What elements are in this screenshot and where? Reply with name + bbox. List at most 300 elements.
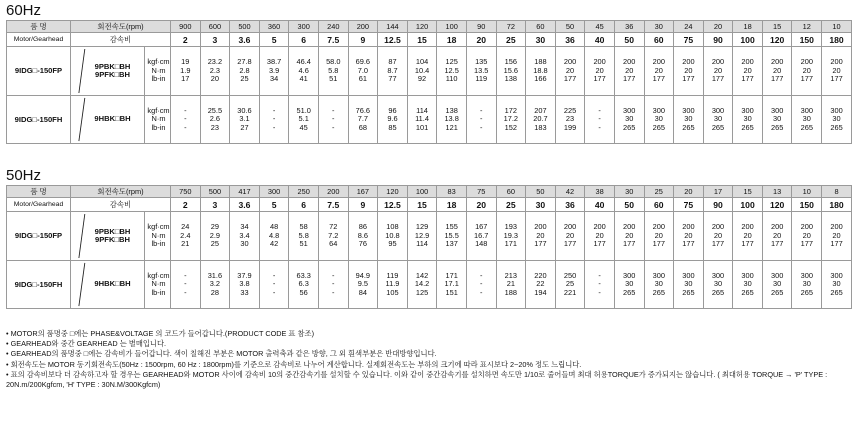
torque-value: 200 bbox=[682, 222, 695, 232]
speed-cell: 200 bbox=[318, 186, 348, 198]
torque-cell bbox=[496, 212, 526, 261]
torque-value: 188 bbox=[534, 57, 547, 67]
ratio-cell: 7.5 bbox=[318, 198, 348, 212]
torque-row bbox=[7, 261, 852, 309]
ratio-cell: 180 bbox=[822, 33, 852, 47]
header-speed-label: 회전속도(rpm) bbox=[71, 21, 171, 33]
torque-value: 148 bbox=[475, 239, 488, 249]
torque-value: 16.7 bbox=[474, 230, 489, 240]
torque-value: - bbox=[480, 279, 483, 289]
torque-value: 200 bbox=[741, 222, 754, 232]
torque-value: 25 bbox=[240, 74, 249, 84]
torque-cell bbox=[200, 261, 230, 309]
torque-value: 200 bbox=[830, 57, 843, 67]
torque-value: 20 bbox=[654, 65, 663, 75]
torque-value: 2.4 bbox=[180, 230, 191, 240]
torque-value: 200 bbox=[652, 57, 665, 67]
torque-value: - bbox=[598, 287, 601, 297]
torque-value: 30 bbox=[713, 279, 723, 289]
torque-cell bbox=[644, 47, 674, 96]
torque-cell bbox=[171, 47, 201, 96]
torque-value: 300 bbox=[652, 105, 665, 115]
torque-cell bbox=[466, 261, 496, 309]
torque-value: 58.0 bbox=[326, 57, 341, 67]
speed-cell: 417 bbox=[230, 186, 260, 198]
ratio-cell: 40 bbox=[585, 33, 615, 47]
torque-value: 7.0 bbox=[357, 65, 368, 75]
torque-cell bbox=[200, 96, 230, 144]
torque-value: 11.9 bbox=[385, 279, 400, 289]
torque-value: 177 bbox=[682, 74, 695, 84]
torque-cell bbox=[644, 261, 674, 309]
torque-cell bbox=[792, 212, 822, 261]
torque-value: 300 bbox=[830, 105, 843, 115]
header-name: 품 명 bbox=[7, 21, 71, 33]
torque-cell bbox=[614, 261, 644, 309]
torque-value: 265 bbox=[771, 287, 784, 297]
torque-cell bbox=[318, 212, 348, 261]
torque-value: 200 bbox=[593, 222, 606, 232]
torque-value: 200 bbox=[534, 222, 547, 232]
torque-cell bbox=[555, 261, 585, 309]
speed-cell: 90 bbox=[466, 21, 496, 33]
torque-value: 200 bbox=[623, 222, 636, 232]
torque-cell bbox=[555, 47, 585, 96]
torque-value: 200 bbox=[771, 57, 784, 67]
header-speed-label: 회전속도(rpm) bbox=[71, 186, 171, 198]
speed-cell: 17 bbox=[703, 186, 733, 198]
torque-value: 20 bbox=[713, 65, 723, 75]
torque-value: 20 bbox=[832, 230, 841, 240]
torque-cell bbox=[378, 96, 408, 144]
torque-value: 200 bbox=[593, 57, 606, 67]
torque-value: - bbox=[332, 279, 335, 289]
torque-value: - bbox=[480, 114, 483, 124]
torque-value: 177 bbox=[652, 239, 665, 249]
section-title: 50Hz bbox=[6, 167, 42, 184]
model-name: 9IDG□-150FH bbox=[7, 261, 71, 309]
torque-value: 14.2 bbox=[414, 279, 430, 289]
speed-cell: 72 bbox=[496, 21, 526, 33]
torque-cell bbox=[348, 212, 378, 261]
motor-gearhead-label: Motor/Gearhead bbox=[7, 33, 71, 47]
torque-value: - bbox=[332, 287, 335, 297]
unit-label: N·m bbox=[151, 114, 166, 124]
speed-cell: 15 bbox=[762, 21, 792, 33]
torque-value: 7.7 bbox=[357, 114, 368, 124]
torque-cell bbox=[230, 261, 260, 309]
ratio-cell: 75 bbox=[674, 198, 704, 212]
speed-cell: 300 bbox=[289, 21, 319, 33]
torque-value: 95 bbox=[388, 239, 397, 249]
header-row bbox=[7, 186, 852, 198]
torque-value: 30 bbox=[625, 114, 634, 124]
torque-value: 85 bbox=[388, 122, 397, 132]
torque-value: 200 bbox=[682, 57, 695, 67]
torque-value: 188 bbox=[504, 287, 517, 297]
torque-cell bbox=[437, 261, 467, 309]
ratio-cell: 150 bbox=[792, 33, 822, 47]
torque-value: - bbox=[184, 105, 187, 115]
divider-slash bbox=[71, 261, 144, 308]
torque-value: - bbox=[332, 114, 335, 124]
ratio-cell: 18 bbox=[437, 198, 467, 212]
ratio-cell: 20 bbox=[466, 33, 496, 47]
torque-cell bbox=[526, 96, 556, 144]
unit-label: kgf·cm bbox=[147, 57, 170, 67]
torque-value: 200 bbox=[711, 57, 725, 67]
ratio-cell: 9 bbox=[348, 33, 378, 47]
torque-cell bbox=[318, 261, 348, 309]
torque-value: - bbox=[272, 287, 276, 297]
torque-value: 3.1 bbox=[239, 114, 250, 124]
torque-value: 30 bbox=[625, 279, 634, 289]
ratio-cell: 90 bbox=[703, 33, 733, 47]
speed-cell: 8 bbox=[822, 186, 852, 198]
torque-value: 42 bbox=[269, 239, 279, 249]
torque-cell bbox=[289, 261, 319, 309]
torque-cell bbox=[437, 47, 467, 96]
torque-cell bbox=[378, 261, 408, 309]
torque-value: 41 bbox=[299, 74, 308, 84]
torque-value: - bbox=[272, 279, 276, 289]
torque-value: 37.9 bbox=[237, 270, 252, 280]
torque-value: 221 bbox=[563, 287, 577, 297]
unit-label: kgf·cm bbox=[147, 270, 170, 280]
torque-value: 142 bbox=[415, 270, 429, 280]
torque-value: 225 bbox=[563, 105, 577, 115]
gearhead-model: 9PBK□BH bbox=[94, 61, 131, 71]
torque-value: 20 bbox=[773, 65, 782, 75]
motor-gearhead-label: Motor/Gearhead bbox=[7, 198, 71, 212]
torque-cell bbox=[792, 96, 822, 144]
torque-cell bbox=[171, 212, 201, 261]
torque-value: 92 bbox=[417, 74, 427, 84]
torque-value: - bbox=[184, 270, 187, 280]
ratio-cell: 2 bbox=[171, 33, 201, 47]
torque-value: 207 bbox=[534, 105, 547, 115]
torque-value: 114 bbox=[416, 239, 428, 249]
torque-value: 9.6 bbox=[387, 114, 398, 124]
torque-value: 19 bbox=[181, 57, 190, 67]
torque-value: 6.3 bbox=[298, 279, 309, 289]
torque-cell bbox=[614, 96, 644, 144]
torque-value: 7.2 bbox=[328, 230, 339, 240]
torque-value: 177 bbox=[711, 74, 725, 84]
torque-value: 177 bbox=[711, 239, 725, 249]
torque-value: 200 bbox=[623, 57, 636, 67]
torque-value: 25 bbox=[210, 239, 219, 249]
torque-cell bbox=[378, 212, 408, 261]
gearhead-models bbox=[71, 96, 145, 144]
torque-value: 200 bbox=[652, 222, 665, 232]
torque-value: 34 bbox=[269, 74, 279, 84]
notes bbox=[6, 329, 856, 390]
torque-value: 200 bbox=[830, 222, 843, 232]
torque-value: 2.8 bbox=[239, 65, 250, 75]
torque-value: 200 bbox=[711, 222, 725, 232]
speed-cell: 25 bbox=[644, 186, 674, 198]
torque-value: 137 bbox=[445, 239, 458, 249]
torque-value: 33 bbox=[240, 287, 249, 297]
speed-cell: 200 bbox=[348, 21, 378, 33]
torque-cell bbox=[259, 261, 289, 309]
torque-value: 17 bbox=[181, 74, 190, 84]
torque-cell bbox=[259, 47, 289, 96]
speed-cell: 300 bbox=[259, 186, 289, 198]
torque-value: - bbox=[598, 270, 601, 280]
torque-cell bbox=[171, 96, 201, 144]
torque-cell bbox=[822, 212, 852, 261]
torque-value: 15.5 bbox=[444, 230, 459, 240]
speed-cell: 36 bbox=[614, 21, 644, 33]
torque-value: 300 bbox=[741, 270, 754, 280]
torque-cell bbox=[466, 96, 496, 144]
torque-cell bbox=[644, 212, 674, 261]
torque-value: 20 bbox=[625, 65, 634, 75]
torque-cell bbox=[585, 47, 615, 96]
speed-cell: 100 bbox=[407, 186, 437, 198]
torque-cell bbox=[674, 96, 704, 144]
torque-cell bbox=[230, 212, 260, 261]
torque-value: 172 bbox=[504, 105, 517, 115]
ratio-cell: 180 bbox=[822, 198, 852, 212]
torque-value: 265 bbox=[800, 287, 813, 297]
torque-value: 265 bbox=[652, 122, 665, 132]
torque-value: 177 bbox=[830, 239, 843, 249]
torque-value: - bbox=[184, 122, 187, 132]
torque-value: 30 bbox=[773, 114, 782, 124]
torque-value: 200 bbox=[563, 222, 577, 232]
unit-label: N·m bbox=[151, 230, 166, 240]
torque-value: 30 bbox=[684, 279, 693, 289]
torque-cell bbox=[289, 212, 319, 261]
torque-value: 183 bbox=[534, 122, 547, 132]
torque-value: - bbox=[480, 287, 483, 297]
divider-slash bbox=[71, 96, 144, 143]
ratio-cell: 60 bbox=[644, 33, 674, 47]
torque-value: 4.6 bbox=[298, 65, 309, 75]
torque-value: 51 bbox=[329, 74, 338, 84]
torque-value: 265 bbox=[800, 122, 813, 132]
speed-cell: 100 bbox=[437, 21, 467, 33]
torque-value: 20 bbox=[565, 65, 575, 75]
torque-value: 17.1 bbox=[444, 279, 459, 289]
torque-value: 3.9 bbox=[268, 65, 280, 75]
note-item: • GEARHEAD의 품명중 □에는 감속비가 들어갑니다. 색이 칠해진 부분은 MOTOR 출력축과 같은 방향, 그 외 흰색부분은 반대방향입니다. bbox=[6, 349, 437, 359]
torque-value: 21 bbox=[506, 279, 515, 289]
torque-value: 30 bbox=[654, 279, 663, 289]
torque-value: 2.9 bbox=[209, 230, 221, 240]
ratio-row bbox=[7, 198, 852, 212]
torque-value: 9.5 bbox=[357, 279, 368, 289]
torque-cell bbox=[703, 261, 733, 309]
torque-value: 27 bbox=[240, 122, 249, 132]
torque-cell bbox=[318, 96, 348, 144]
torque-value: 20 bbox=[625, 230, 634, 240]
gearhead-models bbox=[71, 47, 145, 96]
ratio-cell: 5 bbox=[259, 33, 289, 47]
torque-cell bbox=[703, 212, 733, 261]
torque-cell bbox=[466, 47, 496, 96]
torque-value: 167 bbox=[475, 222, 488, 232]
unit-label: kgf·cm bbox=[147, 222, 170, 232]
speed-cell: 38 bbox=[585, 186, 615, 198]
torque-value: 63.3 bbox=[296, 270, 311, 280]
torque-value: - bbox=[598, 279, 601, 289]
torque-value: 200 bbox=[800, 57, 813, 67]
torque-value: 30 bbox=[240, 239, 249, 249]
torque-value: 152 bbox=[504, 122, 517, 132]
torque-value: 138 bbox=[445, 105, 458, 115]
unit-label: lb-in bbox=[151, 239, 166, 249]
ratio-cell: 3.6 bbox=[230, 198, 260, 212]
torque-value: 51.0 bbox=[296, 105, 311, 115]
torque-value: 300 bbox=[771, 270, 784, 280]
torque-value: 45 bbox=[299, 122, 308, 132]
torque-value: 23.2 bbox=[207, 57, 223, 67]
unit-labels bbox=[145, 261, 171, 309]
torque-value: 171 bbox=[445, 270, 458, 280]
torque-value: 25.5 bbox=[207, 105, 223, 115]
ratio-cell: 90 bbox=[703, 198, 733, 212]
speed-cell: 12 bbox=[792, 21, 822, 33]
torque-value: 13.8 bbox=[444, 114, 459, 124]
unit-label: lb-in bbox=[151, 287, 166, 297]
torque-value: 300 bbox=[741, 105, 754, 115]
ratio-label: 감속비 bbox=[71, 198, 171, 212]
ratio-cell: 36 bbox=[555, 33, 585, 47]
ratio-cell: 30 bbox=[526, 198, 556, 212]
speed-cell: 20 bbox=[703, 21, 733, 33]
torque-value: 300 bbox=[652, 270, 665, 280]
torque-cell bbox=[822, 47, 852, 96]
torque-value: 5.1 bbox=[298, 114, 309, 124]
torque-cell bbox=[762, 47, 792, 96]
speed-cell: 13 bbox=[762, 186, 792, 198]
torque-value: 213 bbox=[504, 270, 517, 280]
torque-cell bbox=[526, 261, 556, 309]
torque-value: 51 bbox=[299, 239, 308, 249]
torque-cell bbox=[348, 261, 378, 309]
torque-value: 200 bbox=[741, 57, 754, 67]
torque-value: 200 bbox=[800, 222, 813, 232]
torque-value: 300 bbox=[711, 270, 725, 280]
ratio-cell: 100 bbox=[733, 198, 763, 212]
ratio-cell: 6 bbox=[289, 198, 319, 212]
torque-value: 20 bbox=[802, 65, 811, 75]
torque-value: - bbox=[184, 279, 187, 289]
torque-value: 105 bbox=[386, 287, 399, 297]
gearhead-model: 9PFK□BH bbox=[95, 235, 130, 244]
torque-value: 300 bbox=[682, 105, 695, 115]
torque-value: 300 bbox=[623, 270, 636, 280]
torque-cell bbox=[526, 47, 556, 96]
torque-value: 20 bbox=[684, 230, 693, 240]
torque-value: 300 bbox=[623, 105, 636, 115]
ratio-cell: 15 bbox=[407, 198, 437, 212]
header-row bbox=[7, 21, 852, 33]
ratio-cell: 120 bbox=[762, 198, 792, 212]
model-name: 9IDG□-150FH bbox=[7, 96, 71, 144]
unit-label: N·m bbox=[151, 65, 166, 75]
torque-value: 125 bbox=[415, 287, 429, 297]
torque-value: 1.9 bbox=[180, 65, 191, 75]
torque-value: 265 bbox=[652, 287, 665, 297]
ratio-cell: 12.5 bbox=[378, 33, 408, 47]
torque-value: 220 bbox=[534, 270, 547, 280]
torque-value: 76 bbox=[358, 239, 367, 249]
torque-value: 119 bbox=[475, 74, 488, 84]
torque-cell bbox=[230, 96, 260, 144]
ratio-cell: 3 bbox=[200, 33, 230, 47]
divider-slash bbox=[71, 212, 144, 260]
torque-value: 17.2 bbox=[503, 114, 519, 124]
torque-value: 265 bbox=[711, 122, 725, 132]
torque-cell bbox=[733, 47, 763, 96]
torque-value: 20 bbox=[654, 230, 663, 240]
torque-value: 23 bbox=[210, 122, 219, 132]
note-item: • GEARHEAD와 중간 GEARHEAD 는 별매입니다. bbox=[6, 339, 167, 349]
torque-cell bbox=[348, 47, 378, 96]
speed-cell: 18 bbox=[733, 21, 763, 33]
ratio-cell: 30 bbox=[526, 33, 556, 47]
ratio-row bbox=[7, 33, 852, 47]
torque-value: 265 bbox=[741, 287, 754, 297]
torque-value: 171 bbox=[504, 239, 517, 249]
torque-cell bbox=[762, 261, 792, 309]
speed-cell: 144 bbox=[378, 21, 408, 33]
torque-value: 12.5 bbox=[444, 65, 459, 75]
torque-value: 119 bbox=[386, 270, 399, 280]
torque-cell bbox=[171, 261, 201, 309]
torque-value: 177 bbox=[771, 74, 784, 84]
torque-value: 300 bbox=[682, 270, 695, 280]
torque-value: 19.3 bbox=[503, 230, 519, 240]
note-item: • 표의 감속비보다 더 감속하고자 할 경우는 GEARHEAD와 MOTOR 사이에 감속비 10의 중간감속기를 설치할 수 있습니다. 이와 같이 중간감속기를 설치하면 속도만 1/10로 줄어들며 최대 허용TORQUE가 증가되지는 않습니다. ( 최대허용 TORQUE → 'P' TYPE : 20N.m/200Kgfcm, 'H' TYPE : 30N.M/300Kgfcm) bbox=[6, 369, 828, 390]
torque-value: 69.6 bbox=[355, 57, 371, 67]
torque-value: 94.9 bbox=[355, 270, 371, 280]
torque-value: 177 bbox=[593, 239, 606, 249]
torque-cell bbox=[200, 212, 230, 261]
torque-cell bbox=[230, 47, 260, 96]
torque-value: 265 bbox=[623, 122, 636, 132]
torque-value: 177 bbox=[534, 239, 547, 249]
torque-value: 30 bbox=[832, 114, 841, 124]
torque-value: 155 bbox=[445, 222, 458, 232]
ratio-cell: 3 bbox=[200, 198, 230, 212]
torque-value: 166 bbox=[534, 74, 547, 84]
ratio-cell: 20 bbox=[466, 198, 496, 212]
torque-value: 265 bbox=[711, 287, 725, 297]
divider-slash bbox=[71, 47, 144, 95]
torque-value: 46.4 bbox=[296, 57, 311, 67]
speed-cell: 900 bbox=[171, 21, 201, 33]
speed-cell: 20 bbox=[674, 186, 704, 198]
torque-value: - bbox=[598, 114, 601, 124]
ratio-cell: 150 bbox=[792, 198, 822, 212]
torque-value: 20 bbox=[743, 230, 752, 240]
torque-cell bbox=[792, 261, 822, 309]
torque-value: 61 bbox=[358, 74, 367, 84]
torque-cell bbox=[555, 96, 585, 144]
ratio-cell: 3.6 bbox=[230, 33, 260, 47]
torque-value: 20 bbox=[773, 230, 782, 240]
ratio-cell: 40 bbox=[585, 198, 615, 212]
torque-value: 30 bbox=[743, 114, 752, 124]
note-item: • 회전속도는 MOTOR 동기회전속도(50Hz : 1500rpm, 60 Hz : 1800rpm)를 기준으로 감속비로 나누어 계산합니다. 실제회전속도는 부하의 크기에 따라 표시보다 2~20% 정도 느립니다. bbox=[6, 359, 582, 369]
speed-cell: 42 bbox=[555, 186, 585, 198]
